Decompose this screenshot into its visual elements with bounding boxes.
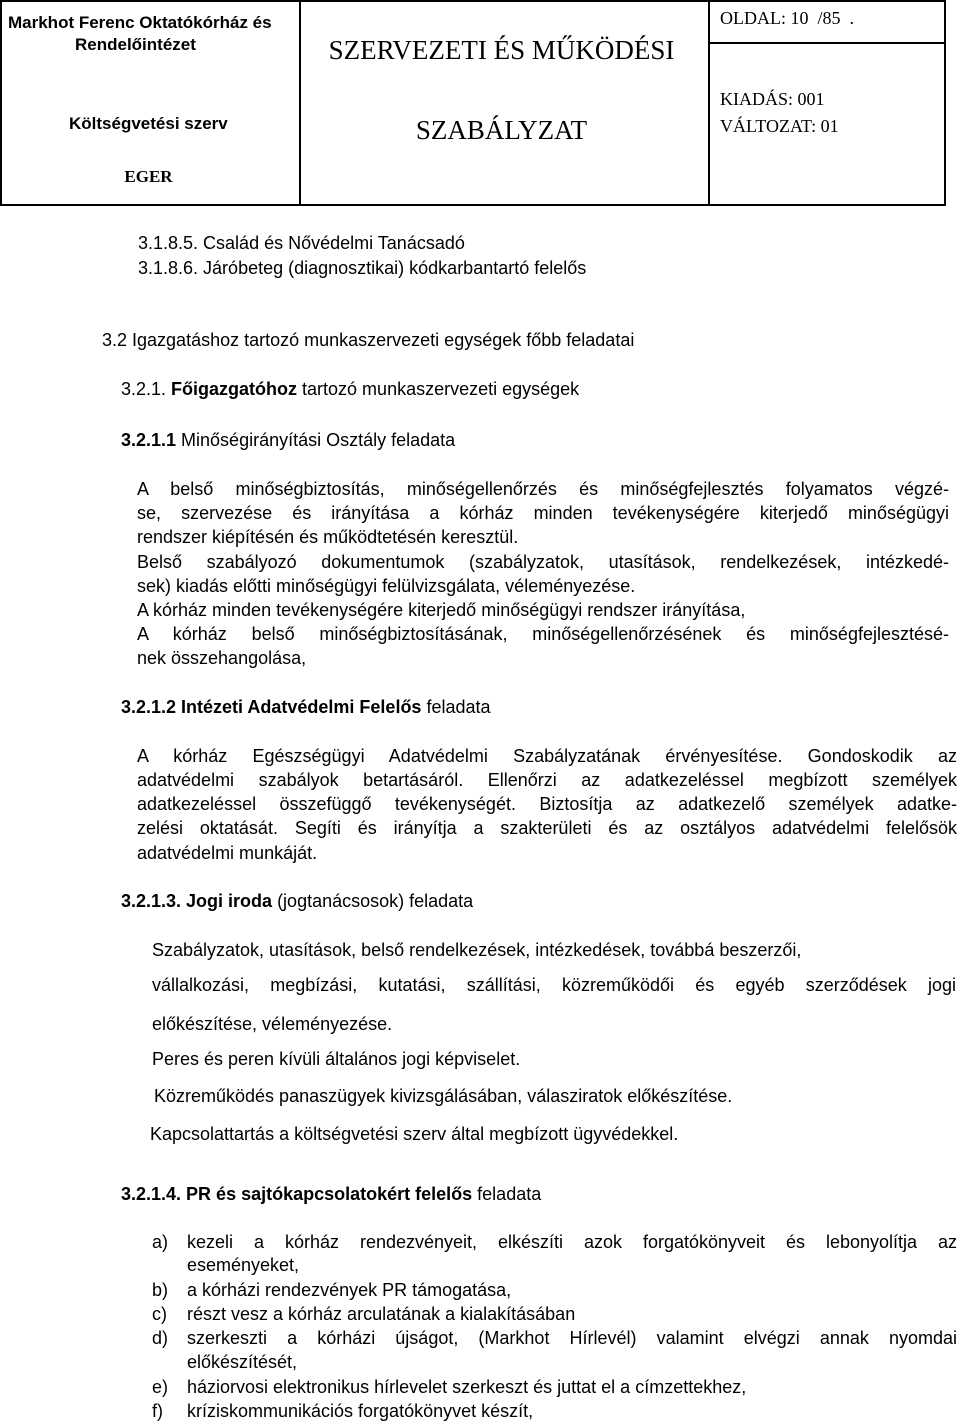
list-item-text: kríziskommunikációs forgatókönyvet készít, — [187, 1401, 534, 1421]
list-item-label: e) — [152, 1377, 169, 1397]
list-item-label: a) — [152, 1232, 169, 1252]
header-divider-left — [299, 2, 301, 204]
paragraph-line: Szabályzatok, utasítások, belső rendelkezések, intézkedések, továbbá beszerzői, — [152, 940, 802, 960]
list-item-label: d) — [152, 1328, 169, 1348]
paragraph-line: rendszer kiépítésén és működtetésén keresztül. — [137, 527, 519, 547]
subsection-3-1-8-6: 3.1.8.6. Járóbeteg (diagnosztikai) kódkarbantartó felelős — [138, 258, 587, 278]
list-item-text: részt vesz a kórház arculatának a kialakításában — [187, 1304, 576, 1324]
paragraph-line: A belső minőségbiztosítás, minőségellenőrzés és minőségfejlesztés folyamatos végzé- — [137, 479, 949, 499]
paragraph-line: nek összehangolása, — [137, 648, 307, 668]
org-type: Költségvetési szerv — [69, 114, 228, 133]
header-divider-right — [708, 2, 710, 204]
list-item-text: eseményeket, — [187, 1255, 300, 1275]
version-number: VÁLTOZAT: 01 — [720, 116, 839, 136]
section-3-2-1-heading: 3.2.1. Főigazgatóhoz tartozó munkaszervezeti egységek — [121, 379, 580, 399]
subsection-3-1-8-5: 3.1.8.5. Család és Nővédelmi Tanácsadó — [138, 233, 465, 253]
paragraph-line: Peres és peren kívüli általános jogi képviselet. — [152, 1049, 521, 1069]
list-item-label: c) — [152, 1304, 167, 1324]
paragraph-line: Belső szabályozó dokumentumok (szabályzatok, utasítások, rendelkezések, intézkedé- — [137, 552, 949, 572]
list-item-text: a kórházi rendezvények PR támogatása, — [187, 1280, 512, 1300]
section-3-2-1-2-heading: 3.2.1.2 Intézeti Adatvédelmi Felelős feladata — [121, 697, 491, 717]
list-item-text: előkészítését, — [187, 1352, 298, 1372]
list-item-text: kezeli a kórház rendezvényeit, elkészíti azok forgatókönyveit és lebonyolítja az — [187, 1232, 957, 1252]
org-name-line1: Markhot Ferenc Oktatókórház és — [8, 13, 272, 32]
paragraph-line: Közreműködés panaszügyek kivizsgálásában, válasziratok előkészítése. — [154, 1086, 733, 1106]
paragraph-line: A kórház minden tevékenységére kiterjedő minőségügyi rendszer irányítása, — [137, 600, 746, 620]
page-number: OLDAL: 10 /85 . — [720, 8, 854, 28]
list-item-label: b) — [152, 1280, 169, 1300]
section-3-2-1-1-heading: 3.2.1.1 Minőségirányítási Osztály feladata — [121, 430, 456, 450]
paragraph-line: vállalkozási, megbízási, kutatási, szállítási, közreműködői és egyéb szerződések jogi — [152, 975, 956, 995]
list-item-label: f) — [152, 1401, 163, 1421]
document-title-line2: SZABÁLYZAT — [415, 115, 588, 145]
issue-number: KIADÁS: 001 — [720, 89, 825, 109]
list-item-text: szerkeszti a kórházi újságot, (Markhot Hírlevél) valamint elvégzi annak nyomdai — [187, 1328, 957, 1348]
paragraph-line: A kórház Egészségügyi Adatvédelmi Szabályzatának érvényesítése. Gondoskodik az — [137, 746, 957, 766]
paragraph-line: zelési oktatását. Segíti és irányítja a szakterületi és az osztályos adatvédelmi felelősök — [137, 818, 957, 838]
paragraph-line: A kórház belső minőségbiztosításának, minőségellenőrzésének és minőségfejlesztésé- — [137, 624, 949, 644]
paragraph-line: előkészítése, véleményezése. — [152, 1014, 393, 1034]
section-3-2-1-3-heading: 3.2.1.3. Jogi iroda (jogtanácsosok) feladata — [121, 891, 474, 911]
paragraph-line: Kapcsolattartás a költségvetési szerv által megbízott ügyvédekkel. — [150, 1124, 679, 1144]
paragraph-line: adatvédelmi szabályok betartásáról. Ellenőrzi az adatkezeléssel megbízott személyek — [137, 770, 957, 790]
document-title-line1: SZERVEZETI ÉS MŰKÖDÉSI — [328, 35, 675, 65]
paragraph-line: adatkezeléssel összefüggő tevékenységét. Biztosítja az adatkezelő személyek adatke- — [137, 794, 957, 814]
section-3-2-1-4-heading: 3.2.1.4. PR és sajtókapcsolatokért felelős feladata — [121, 1184, 542, 1204]
paragraph-line: sek) kiadás előtti minőségügyi felülvizsgálata, véleményezése. — [137, 576, 636, 596]
paragraph-line: se, szervezése és irányítása a kórház minden tevékenységére kiterjedő minőségügyi — [137, 503, 949, 523]
org-name-line2: Rendelőintézet — [75, 35, 196, 54]
paragraph-line: adatvédelmi munkáját. — [137, 843, 318, 863]
section-3-2-heading: 3.2 Igazgatáshoz tartozó munkaszervezeti egységek főbb feladatai — [102, 330, 635, 350]
header-divider-page — [708, 42, 944, 44]
org-city: EGER — [124, 167, 173, 186]
list-item-text: háziorvosi elektronikus hírlevelet szerkeszt és juttat el a címzettekhez, — [187, 1377, 747, 1397]
